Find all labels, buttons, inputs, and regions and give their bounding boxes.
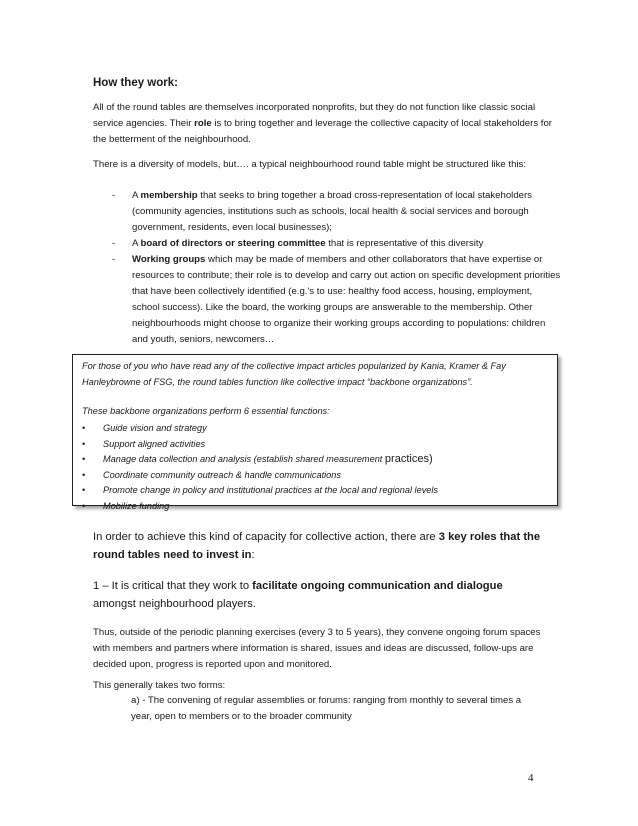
dash-marker: - <box>112 238 116 249</box>
key-roles-paragraph <box>93 528 543 564</box>
two-forms-paragraph: This generally takes two forms: <box>93 680 226 691</box>
models-paragraph: There is a diversity of models, but…. a typical neighbourhood round table might be structured like this: <box>93 159 527 170</box>
function-item <box>82 468 438 484</box>
function-text: Manage data collection and analysis (establish shared measurement <box>103 454 385 464</box>
function-text: Support aligned activities <box>103 438 206 449</box>
bullet-icon: • <box>82 454 86 464</box>
key-roles-colon: : <box>251 549 255 561</box>
item-bold: board of directors or steering committee <box>140 238 326 249</box>
function-text: Coordinate community outreach & handle communications <box>103 469 341 480</box>
function-item <box>82 452 438 468</box>
function-item <box>82 421 438 437</box>
key-roles-bold: 3 key roles that the round tables need to invest in <box>93 531 541 561</box>
item-bold: membership <box>140 190 198 201</box>
item-text-pre: A <box>132 190 141 201</box>
section-heading: How they work: <box>93 77 178 89</box>
function-text: Guide vision and strategy <box>103 423 207 433</box>
role-one-text-end: amongst neighbourhood players. <box>93 598 256 610</box>
function-item <box>82 483 438 499</box>
item-bold: Working groups <box>132 254 206 265</box>
bullet-icon: • <box>82 423 86 433</box>
bullet-icon: • <box>82 485 86 495</box>
item-text-post: that is representative of this diversity <box>325 238 484 249</box>
callout-intro: For those of you who have read any of the collective impact articles popularized by Kania, Kramer & Fay Hanleybrowne of FSG, the round tables function like collective impact “backbone organizations”. <box>82 361 506 387</box>
intro-paragraph <box>93 100 553 148</box>
dash-marker: - <box>112 190 116 201</box>
callout-lead: These backbone organizations perform 6 essential functions: <box>82 406 330 416</box>
key-roles-text: In order to achieve this kind of capacity for collective action, there are <box>93 531 439 543</box>
intro-text-end: is to bring together and leverage the collective capacity of local stakeholders for the betterment of the neighbourhood. <box>93 118 552 145</box>
intro-text: All of the round tables are themselves incorporated nonprofits, but they do not function like classic social service agencies. Their <box>93 102 536 129</box>
bullet-icon: • <box>82 500 86 511</box>
function-text-tail: practices) <box>384 453 433 465</box>
form-a-item: a) - The convening of regular assemblies or forums: ranging from monthly to several times a year, open to members or to the broader community <box>131 695 522 722</box>
role-one-bold: facilitate ongoing communication and dialogue <box>252 580 503 592</box>
function-text: Promote change in policy and institutional practices at the local and regional levels <box>103 485 439 495</box>
function-item <box>82 437 438 453</box>
item-text-post: which may be made of members and other collaborators that have expertise or resources to contribute; their role is to develop and carry out action on specific development priorities that have been collectively identified (e.g.'s to use: healthy food access, housing, employment, school success). Like the board, the working groups are answerable to the membership. Other neighbourhoods might choose to organize their working groups according to populations: children and youth, seniors, newcomers… <box>132 254 561 345</box>
item-text-pre: A <box>132 238 141 249</box>
bullet-icon: • <box>82 469 86 480</box>
function-item <box>82 499 438 515</box>
bullet-icon: • <box>82 438 86 449</box>
function-text: Mobilize funding <box>103 500 170 511</box>
list-item-membership <box>112 188 562 236</box>
role-one-paragraph <box>93 577 543 613</box>
functions-list <box>82 421 438 514</box>
dash-marker: - <box>112 254 116 265</box>
forums-paragraph: Thus, outside of the periodic planning exercises (every 3 to 5 years), they convene ongoing forum spaces with members and partners where information is shared, issues and ideas are discussed, follow-ups are decided upon, progress is reported upon and monitored. <box>93 627 541 670</box>
structure-list <box>112 188 562 348</box>
role-one-text: 1 – It is critical that they work to <box>93 580 253 592</box>
callout-box <box>72 354 558 511</box>
page-number: 4 <box>528 772 534 784</box>
list-item-board <box>112 236 562 252</box>
intro-bold-role: role <box>194 118 212 129</box>
list-item-working-groups <box>112 252 562 348</box>
item-text-post: that seeks to bring together a broad cross-representation of local stakeholders (community agencies, institutions such as schools, local health & social services and borough government, residents, even local businesses); <box>132 190 532 233</box>
